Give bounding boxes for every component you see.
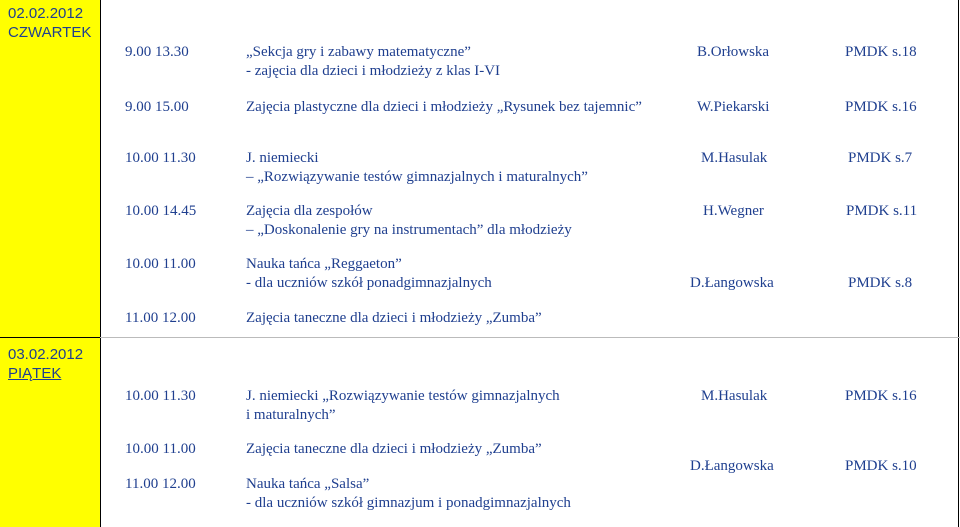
event-title: J. niemiecki „Rozwiązywanie testów gimnazjalnych (246, 388, 560, 404)
event-time: 9.00 15.00 (125, 99, 189, 115)
event-room: PMDK s.7 (848, 150, 913, 166)
event-teacher: H.Wegner (703, 203, 764, 219)
event-subtitle: - dla uczniów szkół ponadgimnazjalnych (246, 275, 492, 291)
event-time: 11.00 12.00 (125, 476, 196, 492)
event-room: PMDK s.16 (845, 388, 917, 404)
event-teacher: W.Piekarski (697, 99, 770, 115)
event-time: 10.00 11.30 (125, 150, 196, 166)
event-subtitle: i maturalnych” (246, 407, 336, 423)
event-room: PMDK s.16 (845, 99, 917, 115)
event-teacher: D.Łangowska (690, 458, 774, 474)
event-room: PMDK s.11 (846, 203, 918, 219)
day-date: 02.02.2012 (8, 5, 84, 22)
event-subtitle: – „Doskonalenie gry na instrumentach” dla młodzieży (246, 222, 572, 238)
event-room: PMDK s.18 (845, 44, 917, 60)
event-room: PMDK s.10 (845, 458, 917, 474)
event-subtitle: – „Rozwiązywanie testów gimnazjalnych i maturalnych” (246, 169, 588, 185)
event-time: 10.00 11.00 (125, 441, 196, 457)
event-title: Zajęcia plastyczne dla dzieci i młodzieży „Rysunek bez tajemnic” (246, 99, 642, 115)
event-title: Zajęcia taneczne dla dzieci i młodzieży „Zumba” (246, 310, 542, 326)
row-divider (0, 337, 100, 338)
column-divider (100, 0, 101, 527)
event-time: 10.00 11.00 (125, 256, 196, 272)
day-weekday: PIĄTEK (8, 365, 62, 382)
column-divider (958, 0, 959, 527)
event-teacher: D.Łangowska (690, 275, 774, 291)
event-time: 10.00 11.30 (125, 388, 196, 404)
event-title: Zajęcia dla zespołów (246, 203, 373, 219)
row-divider (100, 337, 960, 338)
event-time: 11.00 12.00 (125, 310, 196, 326)
event-title: J. niemiecki (246, 150, 319, 166)
event-teacher: B.Orłowska (697, 44, 770, 60)
event-title: Zajęcia taneczne dla dzieci i młodzieży „Zumba” (246, 441, 542, 457)
day-date: 03.02.2012 (8, 346, 84, 363)
event-subtitle: - zajęcia dla dzieci i młodzieży z klas I-VI (246, 63, 501, 79)
event-subtitle: - dla uczniów szkół gimnazjum i ponadgimnazjalnych (246, 495, 571, 511)
event-title: Nauka tańca „Salsa” (246, 476, 370, 492)
event-time: 10.00 14.45 (125, 203, 197, 219)
event-teacher: M.Hasulak (701, 388, 768, 404)
date-column (0, 0, 100, 527)
event-room: PMDK s.8 (848, 275, 913, 291)
event-teacher: M.Hasulak (701, 150, 768, 166)
event-title: „Sekcja gry i zabawy matematyczne” (246, 44, 471, 60)
event-time: 9.00 13.30 (125, 44, 189, 60)
event-title: Nauka tańca „Reggaeton” (246, 256, 402, 272)
day-weekday: CZWARTEK (8, 24, 92, 41)
